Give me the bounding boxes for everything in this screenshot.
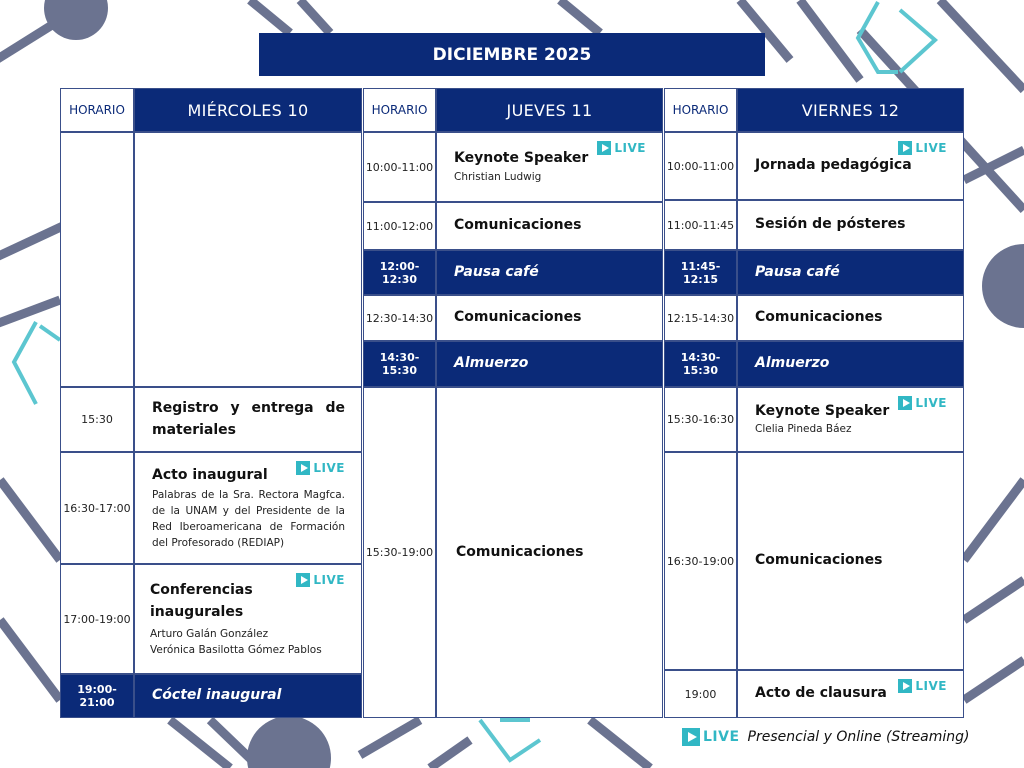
play-icon bbox=[898, 679, 912, 693]
live-badge: LIVE bbox=[296, 573, 345, 587]
time-cell: 15:30-16:30 bbox=[664, 387, 737, 452]
play-icon bbox=[898, 141, 912, 155]
day-header: JUEVES 11 bbox=[436, 88, 663, 132]
live-badge: LIVE bbox=[296, 461, 345, 475]
time-cell: 14:30-15:30 bbox=[363, 341, 436, 387]
event-conferencias: LIVE Conferencias inaugurales Arturo Galán González Verónica Basilotta Gómez Pablos bbox=[134, 564, 362, 674]
day-column-friday bbox=[664, 88, 964, 718]
time-cell: 19:00-21:00 bbox=[60, 674, 134, 718]
event-registro: Registro y entrega de materiales bbox=[134, 387, 362, 452]
day-header: VIERNES 12 bbox=[737, 88, 964, 132]
time-cell: 17:00-19:00 bbox=[60, 564, 134, 674]
play-icon bbox=[296, 573, 310, 587]
event-comunicaciones: Comunicaciones bbox=[737, 452, 964, 670]
live-badge: LIVE bbox=[898, 141, 947, 155]
event-cell-empty bbox=[134, 132, 362, 387]
event-keynote: LIVE Keynote Speaker Christian Ludwig bbox=[436, 132, 663, 202]
month-title: DICIEMBRE 2025 bbox=[432, 44, 592, 65]
event-posteres: Sesión de pósteres bbox=[737, 200, 964, 250]
event-comunicaciones: Comunicaciones bbox=[436, 295, 663, 341]
time-cell: 15:30-19:00 bbox=[363, 387, 436, 718]
event-comunicaciones: Comunicaciones bbox=[737, 295, 964, 341]
time-cell: 16:30-19:00 bbox=[664, 452, 737, 670]
time-cell: 16:30-17:00 bbox=[60, 452, 134, 564]
event-almuerzo: Almuerzo bbox=[436, 341, 663, 387]
play-icon bbox=[597, 141, 611, 155]
time-cell: 12:00-12:30 bbox=[363, 250, 436, 295]
time-cell: 12:30-14:30 bbox=[363, 295, 436, 341]
live-badge: LIVE bbox=[898, 679, 947, 693]
time-cell: 10:00-11:00 bbox=[363, 132, 436, 202]
month-banner bbox=[259, 33, 765, 76]
live-badge: LIVE bbox=[898, 396, 947, 410]
event-keynote: LIVE Keynote Speaker Clelia Pineda Báez bbox=[737, 387, 964, 452]
event-pausa-cafe: Pausa café bbox=[436, 250, 663, 295]
time-cell: 11:00-11:45 bbox=[664, 200, 737, 250]
event-comunicaciones: Comunicaciones bbox=[436, 202, 663, 250]
live-badge: LIVE bbox=[682, 728, 740, 746]
event-almuerzo: Almuerzo bbox=[737, 341, 964, 387]
time-cell: 12:15-14:30 bbox=[664, 295, 737, 341]
time-cell: 15:30 bbox=[60, 387, 134, 452]
event-acto-inaugural: LIVE Acto inaugural Palabras de la Sra. Rectora Magfca. de la UNAM y del Presidente de la Red Iberoamericana de Formación del Profesorado (REDIAP) bbox=[134, 452, 362, 564]
play-icon bbox=[296, 461, 310, 475]
day-column-thursday bbox=[363, 88, 663, 718]
event-coctel: Cóctel inaugural bbox=[134, 674, 362, 718]
event-clausura: LIVE Acto de clausura bbox=[737, 670, 964, 718]
event-pausa-cafe: Pausa café bbox=[737, 250, 964, 295]
play-icon bbox=[898, 396, 912, 410]
legend-text: Presencial y Online (Streaming) bbox=[747, 729, 970, 745]
live-legend bbox=[682, 728, 970, 746]
time-header: HORARIO bbox=[363, 88, 436, 132]
event-jornada-pedagogica: LIVE Jornada pedagógica bbox=[737, 132, 964, 200]
play-icon bbox=[682, 728, 700, 746]
event-comunicaciones: Comunicaciones bbox=[436, 387, 663, 718]
live-badge: LIVE bbox=[597, 141, 646, 155]
time-cell: 11:45-12:15 bbox=[664, 250, 737, 295]
time-cell bbox=[60, 132, 134, 387]
time-cell: 14:30-15:30 bbox=[664, 341, 737, 387]
day-column-wednesday bbox=[60, 88, 362, 718]
time-cell: 10:00-11:00 bbox=[664, 132, 737, 200]
time-cell: 11:00-12:00 bbox=[363, 202, 436, 250]
time-header: HORARIO bbox=[60, 88, 134, 132]
time-cell: 19:00 bbox=[664, 670, 737, 718]
time-header: HORARIO bbox=[664, 88, 737, 132]
day-header: MIÉRCOLES 10 bbox=[134, 88, 362, 132]
